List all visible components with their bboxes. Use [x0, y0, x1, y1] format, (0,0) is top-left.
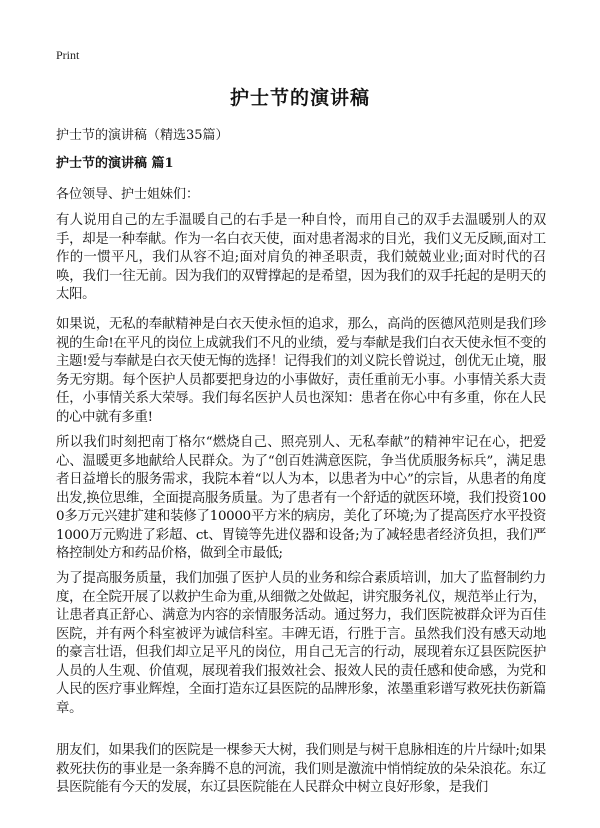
- paragraph-5: 朋友们，如果我们的医院是一棵参天大树，我们则是与树干息脉相连的片片绿叶;如果救死扶伤的事业是一条奔腾不息的河流，我们则是激流中悄悄绽放的朵朵浪花。东辽县医院能有今天的发展，东辽县医院能在人民群众中树立良好形象，是我们: [56, 743, 546, 795]
- speech-greeting: 各位领导、护士姐妹们：: [56, 187, 200, 202]
- paragraph-3: 所以我们时刻把南丁格尔“燃烧自己、照亮别人、无私奉献”的精神牢记在心，把爱心、温暖更多地献给人民群众。为了“创百姓满意医院，争当优质服务标兵”，满足患者日益增长的服务需求，我院本着“以人为本，以患者为中心”的宗旨，从患者的角度出发,换位思维，全面提高服务质量。为了患者有一个舒适的就医环境，我们投资1000多万元兴建扩建和装修了10000平方米的病房，美化了环境;为了提高医疗水平投资1000万元购进了彩超、ct、胃镜等先进仪器和设备;为了减轻患者经济负担，我们严格控制处方和药品价格，做到全市最低;: [56, 435, 546, 561]
- paragraph-4: 为了提高服务质量，我们加强了医护人员的业务和综合素质培训，加大了监督制约力度，在全院开展了以救护生命为重,从细微之处做起，讲究服务礼仪，规范举止行为，让患者真正舒心、满意为内容的亲情服务活动。通过努力，我们医院被群众评为百佳医院，并有两个科室被评为诚信科室。丰碑无语，行胜于言。虽然我们没有感天动地的豪言壮语，但我们却立足平凡的岗位，用自己无言的行动，展现着东辽县医院医护人员的人生观、价值观，展现着我们报效社会、报效人民的责任感和使命感，为党和人民的医疗事业辉煌，全面打造东辽县医院的品牌形象，浓墨重彩谱写救死扶伤新篇章。: [56, 571, 546, 716]
- section-heading: 护士节的演讲稿 篇1: [56, 156, 174, 171]
- paragraph-2: 如果说，无私的奉献精神是白衣天使永恒的追求，那么，高尚的医德风范则是我们珍视的生命!在平凡的岗位上成就我们不凡的业绩，爱与奉献是我们白衣天使永恒不变的主题!爱与奉献是白衣天使无悔的选择！记得我们的刘义院长曾说过，创优无止境，服务无穷期。每个医护人员都要把身边的小事做好，责任重前无小事。小事情关系大责任，小事情关系大荣辱。我们每名医护人员也深知：患者在你心中有多重，你在人民的心中就有多重!: [56, 317, 546, 425]
- document-subtitle: 护士节的演讲稿（精选35篇）: [56, 128, 229, 143]
- paragraph-1: 有人说用自己的左手温暖自己的右手是一种自怜，而用自己的双手去温暖别人的双手，却是一种奉献。作为一名白衣天使，面对患者渴求的目光，我们义无反顾,面对工作的一惯平凡，我们从容不迫;面对肩负的神圣职责，我们兢兢业业;面对时代的召唤，我们一往无前。因为我们的双臂撑起的是希望，因为我们的双手托起的是明天的太阳。: [56, 213, 546, 302]
- print-link[interactable]: Print: [56, 48, 80, 62]
- document-title: 护士节的演讲稿: [229, 87, 370, 109]
